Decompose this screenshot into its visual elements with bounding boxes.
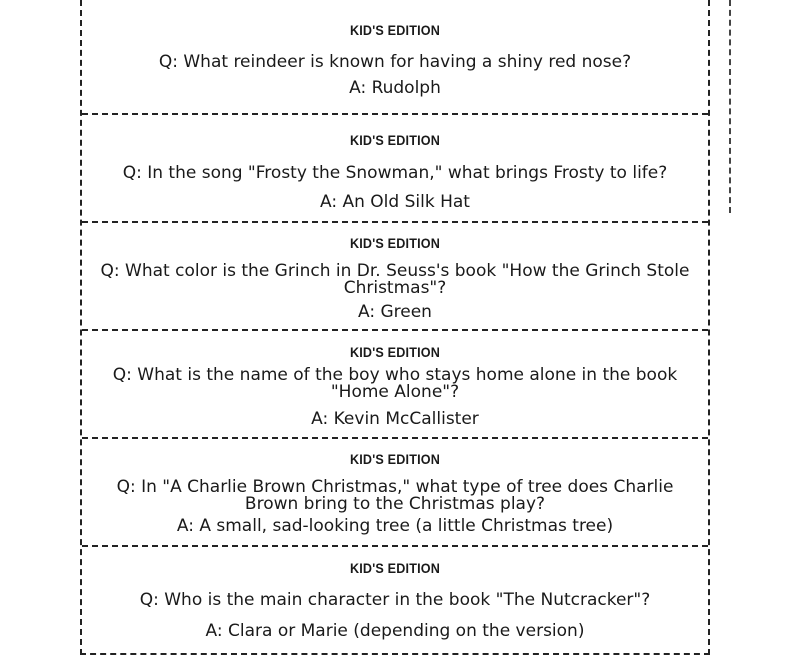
card-answer: A: Green [358, 302, 432, 322]
card-question: Q: What reindeer is known for having a shiny red nose? [158, 52, 632, 72]
trivia-card [82, 223, 708, 329]
card-question: Q: What color is the Grinch in Dr. Seuss's book "How the Grinch Stole Christmas"? [100, 261, 690, 298]
card-answer: A: Rudolph [349, 78, 441, 98]
card-edition-label: KID'S EDITION [349, 560, 441, 576]
card-question: Q: In "A Charlie Brown Christmas," what type of tree does Charlie Brown bring to the Christmas play? [116, 477, 674, 514]
trivia-card-sheet [80, 0, 710, 655]
trivia-card [82, 439, 708, 545]
card-edition-label: KID'S EDITION [349, 132, 441, 148]
cut-line-right [729, 0, 731, 213]
card-edition-label: KID'S EDITION [349, 22, 441, 38]
card-answer: A: Clara or Marie (depending on the version) [205, 621, 585, 641]
card-answer: A: A small, sad-looking tree (a little Christmas tree) [176, 516, 614, 536]
trivia-card [82, 547, 708, 655]
card-question: Q: What is the name of the boy who stays home alone in the book "Home Alone"? [112, 365, 678, 402]
card-edition-label: KID'S EDITION [349, 451, 441, 467]
trivia-card [82, 115, 708, 221]
card-edition-label: KID'S EDITION [349, 344, 441, 360]
card-edition-label: KID'S EDITION [349, 235, 441, 251]
trivia-card [82, 331, 708, 437]
trivia-card [82, 0, 708, 113]
card-question: Q: In the song "Frosty the Snowman," what brings Frosty to life? [122, 163, 668, 183]
card-answer: A: An Old Silk Hat [320, 192, 470, 212]
card-answer: A: Kevin McCallister [311, 409, 479, 429]
card-question: Q: Who is the main character in the book "The Nutcracker"? [139, 590, 651, 610]
